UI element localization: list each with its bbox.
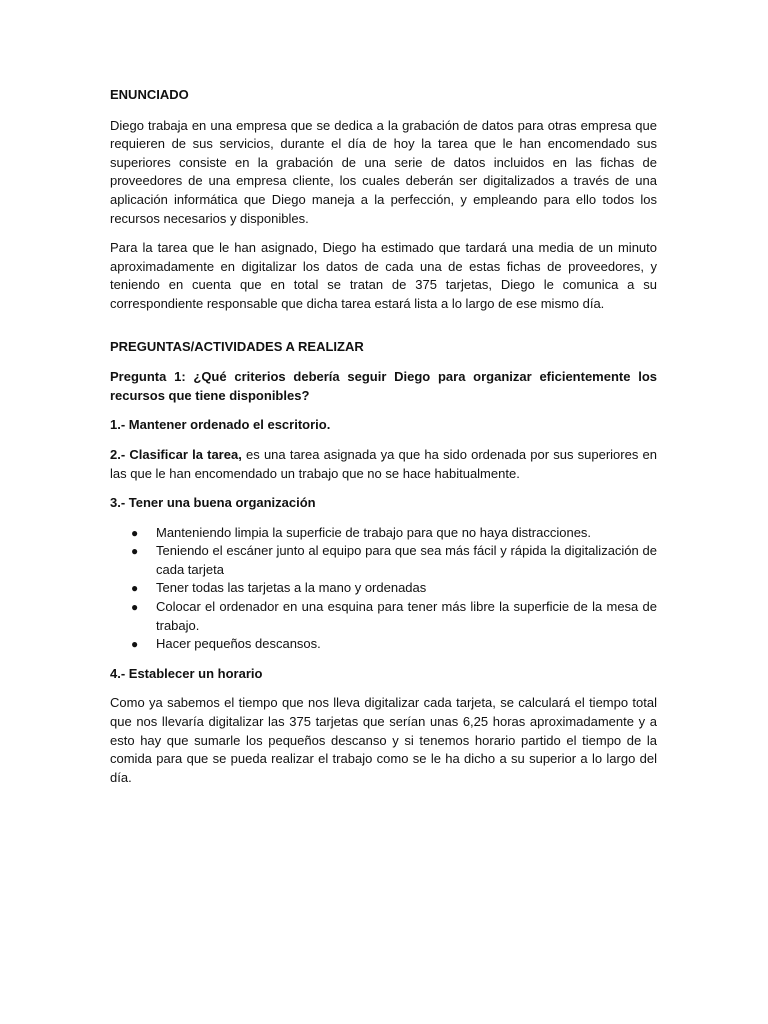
list-item xyxy=(110,598,657,635)
paragraph-schedule: Como ya sabemos el tiempo que nos lleva digitalizar cada tarjeta, se calculará el tiempo total que nos llevaría digitalizar las 375 tarjetas que serían unas 6,25 horas aproximadamente y a esto hay que sumarle los pequeños descanso y si tenemos horario partido el tiempo de la comida para que se pueda realizar el trabajo como se le ha dicho a su superior a lo largo del día. xyxy=(110,695,657,785)
list-item-text: Manteniendo limpia la superficie de trabajo para que no haya distracciones. xyxy=(156,524,592,540)
bullet-icon: ● xyxy=(131,525,139,540)
heading-enunciado: ENUNCIADO xyxy=(110,87,189,102)
document-page xyxy=(110,86,657,798)
question-1: Pregunta 1: ¿Qué criterios debería seguir Diego para organizar eficientemente los recursos que tiene disponibles? xyxy=(110,369,657,403)
list-item xyxy=(110,635,657,654)
answer-item-1: 1.- Mantener ordenado el escritorio. xyxy=(110,417,331,433)
answer-item-3: 3.- Tener una buena organización xyxy=(110,495,316,511)
bullet-icon: ● xyxy=(131,637,139,652)
list-item-text: Colocar el ordenador en una esquina para tener más libre la superficie de la mesa de trabajo. xyxy=(156,599,657,633)
list-item-text: Teniendo el escáner junto al equipo para que sea más fácil y rápida la digitalización de cada tarjeta xyxy=(156,543,657,577)
list-item xyxy=(110,524,657,543)
heading-preguntas: PREGUNTAS/ACTIVIDADES A REALIZAR xyxy=(110,338,364,354)
answer-item-2-title: 2.- Clasificar la tarea, xyxy=(110,446,242,462)
list-item xyxy=(110,542,657,579)
bullet-icon: ● xyxy=(131,581,139,596)
answer-item-2-text: es una tarea asignada ya que ha sido ordenada por sus superiores en las que le han encomendado un trabajo que no se hace habitualmente. xyxy=(110,446,657,481)
answer-item-4: 4.- Establecer un horario xyxy=(110,665,263,681)
organization-bullet-list xyxy=(110,524,657,654)
answer-item-2 xyxy=(110,446,657,483)
paragraph-estimate: Para la tarea que le han asignado, Diego ha estimado que tardará una media de un minuto aproximadamente en digitalizar los datos de cada una de estas fichas de proveedores, y teniendo en cuenta que en total se tratan de 375 tarjetas, Diego le comunica a su correspondiente responsable que dicha tarea estará lista a lo largo de ese mismo día. xyxy=(110,240,657,311)
paragraph-intro: Diego trabaja en una empresa que se dedica a la grabación de datos para otras empresa que requieren de sus servicios, durante el día de hoy la tarea que le han encomendado sus superiores consiste en la grabación de una serie de datos incluidos en las fichas de proveedores de una empresa cliente, los cuales deberán ser digitalizados a través de una aplicación informática que Diego maneja a la perfección, y empleando para ello todos los recursos necesarios y disponibles. xyxy=(110,117,657,226)
bullet-icon: ● xyxy=(131,600,139,615)
list-item-text: Tener todas las tarjetas a la mano y ordenadas xyxy=(156,580,427,596)
bullet-icon: ● xyxy=(131,544,139,559)
list-item-text: Hacer pequeños descansos. xyxy=(156,636,321,652)
list-item xyxy=(110,579,657,598)
